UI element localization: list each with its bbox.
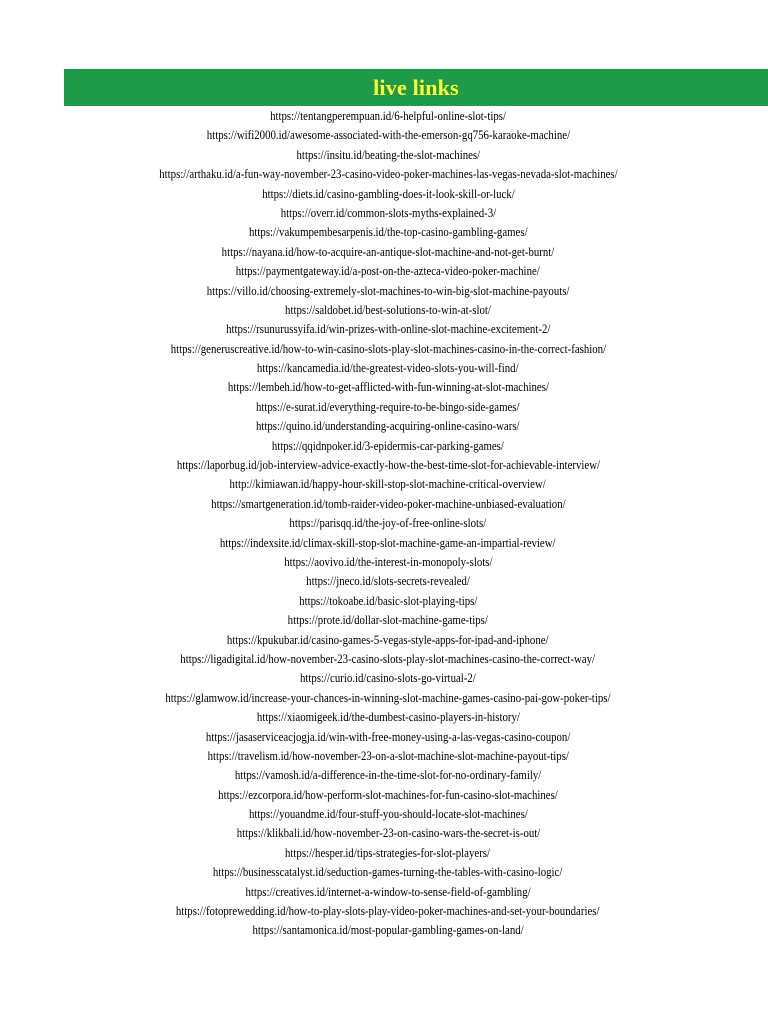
list-item [8,261,768,280]
link[interactable]: https://santamonica.id/most-popular-gambling-games-on-land/ [252,923,524,938]
list-item [8,184,768,203]
link[interactable]: http://kimiawan.id/happy-hour-skill-stop-slot-machine-critical-overview/ [229,477,547,492]
list-item [8,707,768,726]
link[interactable]: https://creatives.id/internet-a-window-to-sense-field-of-gambling/ [245,884,531,899]
link[interactable]: https://insitu.id/beating-the-slot-machines/ [296,147,480,162]
link[interactable]: https://xiaomigeek.id/the-dumbest-casino-players-in-history/ [256,710,520,725]
list-item [8,164,768,183]
link[interactable]: https://prote.id/dollar-slot-machine-game-tips/ [287,613,489,628]
header-title: live links [373,74,459,100]
list-item [8,727,768,746]
list-item [8,746,768,765]
list-item [8,222,768,241]
link[interactable]: https://vakumpembesarpenis.id/the-top-casino-gambling-games/ [248,225,528,240]
list-item [8,765,768,784]
link[interactable]: https://tentangperempuan.id/6-helpful-online-slot-tips/ [270,109,506,123]
link[interactable]: https://travelism.id/how-november-23-on-a-slot-machine-slot-machine-payout-tips/ [207,748,569,763]
list-item [8,513,768,532]
list-item [8,474,768,493]
list-item [8,571,768,590]
link[interactable]: https://glamwow.id/increase-your-chances-in-winning-slot-machine-games-casino-pai-gow-poker-tips/ [165,690,611,705]
link[interactable]: https://ligadigital.id/how-november-23-casino-slots-play-slot-machines-casino-the-correct-way/ [180,651,596,666]
link[interactable]: https://kpukubar.id/casino-games-5-vegas-style-apps-for-ipad-and-iphone/ [227,632,549,647]
list-item [8,668,768,687]
link[interactable]: https://arthaku.id/a-fun-way-november-23-casino-video-poker-machines-las-vegas-nevada-slot-machines/ [158,167,618,182]
list-item [8,377,768,396]
list-item [8,358,768,377]
link[interactable]: https://curio.id/casino-slots-go-virtual-2/ [300,671,476,686]
link[interactable]: https://rsunurussyifa.id/win-prizes-with-online-slot-machine-excitement-2/ [225,322,551,337]
list-item [8,397,768,416]
link[interactable]: https://diets.id/casino-gambling-does-it-look-skill-or-luck/ [261,186,515,201]
link[interactable]: https://tokoabe.id/basic-slot-playing-tips/ [298,593,478,608]
list-item [8,785,768,804]
links-list [64,106,768,940]
list-item [8,882,768,901]
list-item [8,552,768,571]
list-item [8,823,768,842]
list-item [8,920,768,939]
link[interactable]: https://kancamedia.id/the-greatest-video-slots-you-will-find/ [257,361,519,376]
link[interactable]: https://vamosh.id/a-difference-in-the-time-slot-for-no-ordinary-family/ [234,768,542,783]
link[interactable]: https://jneco.id/slots-secrets-revealed/ [306,574,470,589]
link[interactable]: https://wifi2000.id/awesome-associated-with-the-emerson-gq756-karaoke-machine/ [206,128,570,143]
link[interactable]: https://ezcorpora.id/how-perform-slot-machines-for-fun-casino-slot-machines/ [218,787,558,802]
list-item [8,339,768,358]
list-item [8,688,768,707]
link[interactable]: https://hesper.id/tips-strategies-for-slot-players/ [285,845,491,860]
list-item [8,300,768,319]
link[interactable]: https://lembeh.id/how-to-get-afflicted-with-fun-winning-at-slot-machines/ [227,380,549,395]
link[interactable]: https://smartgeneration.id/tomb-raider-video-poker-machine-unbiased-evaluation/ [210,496,566,511]
list-item [8,242,768,261]
link[interactable]: https://saldobet.id/best-solutions-to-win-at-slot/ [285,302,491,317]
link[interactable]: https://laporbug.id/job-interview-advice-exactly-how-the-best-time-slot-for-achievable-interview/ [176,458,600,473]
list-item [8,862,768,881]
link[interactable]: https://fotoprewedding.id/how-to-play-slots-play-video-poker-machines-and-set-your-boundaries/ [176,904,600,919]
link[interactable]: https://generuscreative.id/how-to-win-casino-slots-play-slot-machines-casino-in-the-correct-fashion/ [170,341,606,356]
link[interactable]: https://qqidnpoker.id/3-epidermis-car-parking-games/ [271,438,505,453]
list-item [8,533,768,552]
list-item [8,455,768,474]
list-item [8,804,768,823]
link[interactable]: https://klikbali.id/how-november-23-on-casino-wars-the-secret-is-out/ [236,826,540,841]
link[interactable]: https://jasaserviceacjogja.id/win-with-free-money-using-a-las-vegas-casino-coupon/ [205,729,571,744]
link[interactable]: https://e-surat.id/everything-require-to-be-bingo-side-games/ [256,399,520,414]
list-item [8,416,768,435]
list-item [8,494,768,513]
list-item [8,203,768,222]
list-item [8,125,768,144]
list-item [8,610,768,629]
link[interactable]: https://indexsite.id/climax-skill-stop-slot-machine-game-an-impartial-review/ [220,535,556,550]
link[interactable]: https://businesscatalyst.id/seduction-games-turning-the-tables-with-casino-logic/ [213,865,563,880]
link[interactable]: https://paymentgateway.id/a-post-on-the-azteca-video-poker-machine/ [235,264,541,279]
list-item [8,591,768,610]
list-item [8,145,768,164]
list-item [8,436,768,455]
list-item [8,319,768,338]
link[interactable]: https://nayana.id/how-to-acquire-an-antique-slot-machine-and-not-get-burnt/ [221,244,555,259]
list-item [8,281,768,300]
link[interactable]: https://quino.id/understanding-acquiring-online-casino-wars/ [256,419,520,434]
list-item [8,630,768,649]
link[interactable]: https://aovivo.id/the-interest-in-monopoly-slots/ [283,554,493,569]
link[interactable]: https://overr.id/common-slots-myths-explained-3/ [280,205,496,220]
list-item [8,901,768,920]
link[interactable]: https://youandme.id/four-stuff-you-should-locate-slot-machines/ [248,807,528,822]
link[interactable]: https://villo.id/choosing-extremely-slot-machines-to-win-big-slot-machine-payouts/ [206,283,570,298]
list-item [8,843,768,862]
list-item [8,649,768,668]
live-links-header [64,69,768,106]
link[interactable]: https://parisqq.id/the-joy-of-free-online-slots/ [289,516,487,531]
list-item [8,106,768,125]
